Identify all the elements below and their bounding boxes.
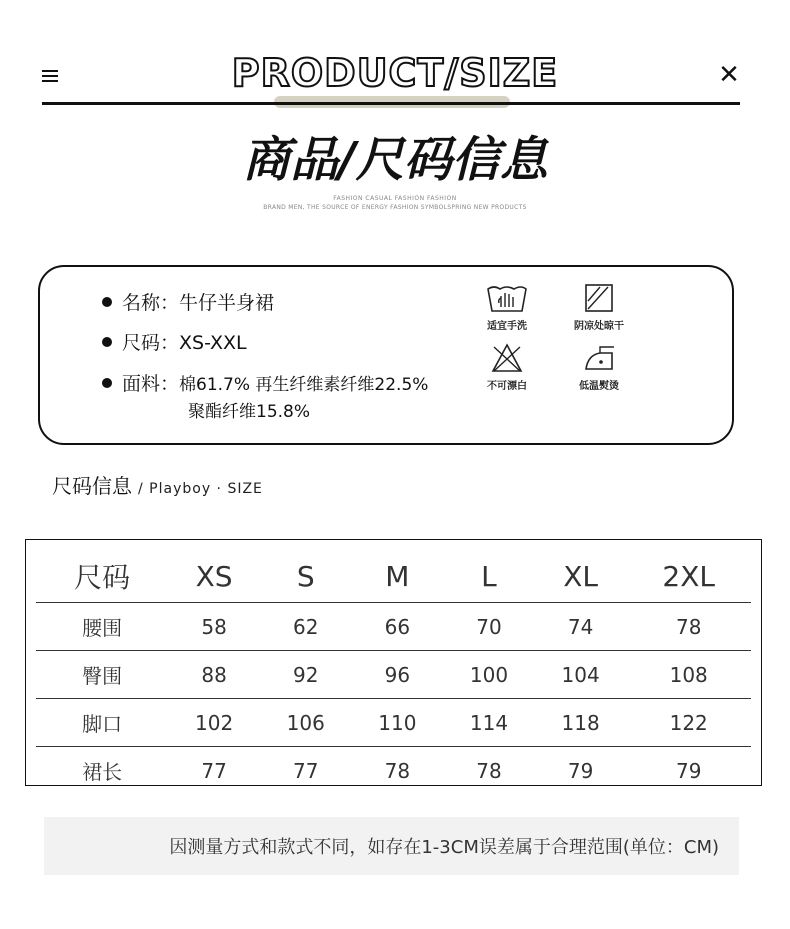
fabric-value: 棉61.7% 再生纤维素纤维22.5%	[179, 375, 429, 395]
no-bleach-icon	[491, 343, 523, 373]
table-cell: 78	[626, 603, 751, 651]
name-label: 名称：	[122, 292, 180, 314]
table-cell: 104	[535, 651, 627, 699]
table-cell: 108	[626, 651, 751, 699]
shade-dry-icon	[584, 283, 614, 313]
menu-icon[interactable]	[42, 70, 58, 82]
table-cell: 118	[535, 699, 627, 747]
table-cell: 106	[260, 699, 352, 747]
fabric-value-continued: 聚酯纤维15.8%	[188, 402, 311, 422]
hand-wash-label: 适宜手洗	[487, 321, 527, 332]
size-table	[36, 550, 751, 794]
table-cell: 100	[443, 651, 535, 699]
tagline-line-2: BRAND MEN, THE SOURCE OF ENERGY FASHION SYMBOLSPRING NEW PRODUCTS	[263, 204, 527, 211]
low-iron-label: 低温熨烫	[579, 381, 619, 392]
table-cell: 96	[352, 651, 444, 699]
fabric-label: 面料：	[122, 373, 180, 395]
table-cell: 78	[476, 758, 502, 783]
table-cell: 58	[168, 603, 260, 651]
table-cell: 122	[626, 699, 751, 747]
table-cell: 66	[352, 603, 444, 651]
no-bleach-label: 不可漂白	[487, 381, 527, 392]
table-cell: 脚口	[36, 699, 168, 747]
table-cell: 110	[352, 699, 444, 747]
info-row-name	[102, 291, 274, 315]
header-cell: M	[352, 550, 444, 603]
size-value: XS-XXL	[179, 332, 247, 354]
header-cell: XL	[535, 550, 627, 603]
care-shade-dry	[564, 283, 634, 332]
table-cell: 114	[443, 699, 535, 747]
table-cell: 79	[675, 758, 702, 783]
page-title: 商品/尺码信息	[242, 132, 548, 188]
table-cell: 77	[201, 758, 227, 783]
care-low-iron	[564, 343, 634, 392]
header-cell: L	[443, 550, 535, 603]
info-row-fabric	[102, 372, 428, 397]
info-row-size	[102, 331, 247, 355]
bullet-icon	[102, 378, 112, 388]
table-cell: 78	[384, 758, 411, 783]
header-cell: S	[260, 550, 352, 603]
header-cell: XS	[168, 550, 260, 603]
close-icon[interactable]: ✕	[718, 60, 740, 90]
table-cell: 70	[443, 603, 535, 651]
size-label: 尺码：	[122, 332, 180, 354]
shade-dry-label: 阴凉处晾干	[574, 321, 624, 332]
table-header-row	[36, 550, 751, 603]
table-cell: 77	[292, 758, 319, 783]
table-cell: 92	[260, 651, 352, 699]
size-section-title: 尺码信息	[52, 474, 132, 498]
measurement-note: 因测量方式和款式不同，如存在1-3CM误差属于合理范围(单位：CM)	[169, 837, 719, 858]
header-divider	[42, 102, 740, 105]
bullet-icon	[102, 337, 112, 347]
bullet-icon	[102, 297, 112, 307]
table-row	[36, 747, 751, 795]
table-row	[36, 699, 751, 747]
header-cell: 2XL	[626, 550, 751, 603]
name-value: 牛仔半身裙	[179, 292, 275, 314]
table-cell: 腰围	[36, 603, 168, 651]
table-cell: 62	[260, 603, 352, 651]
measurement-note-box	[44, 817, 739, 875]
table-cell: 102	[168, 699, 260, 747]
table-cell: 79	[567, 758, 594, 783]
care-hand-wash	[472, 283, 542, 332]
size-section-subtitle: / Playboy · SIZE	[138, 481, 263, 497]
product-info-box	[38, 265, 734, 445]
table-row	[36, 603, 751, 651]
header-title: PRODUCT/SIZE	[231, 51, 559, 95]
hand-wash-icon	[486, 283, 528, 313]
table-cell: 88	[168, 651, 260, 699]
iron-icon	[582, 343, 616, 373]
table-row	[36, 651, 751, 699]
table-cell: 裙长	[82, 760, 123, 784]
care-no-bleach	[472, 343, 542, 392]
table-cell: 臀围	[36, 651, 168, 699]
tagline-line-1: FASHION CASUAL FASHION FASHION	[333, 195, 457, 202]
table-cell: 74	[535, 603, 627, 651]
header-cell: 尺码	[36, 550, 168, 603]
size-section-heading	[52, 470, 263, 499]
